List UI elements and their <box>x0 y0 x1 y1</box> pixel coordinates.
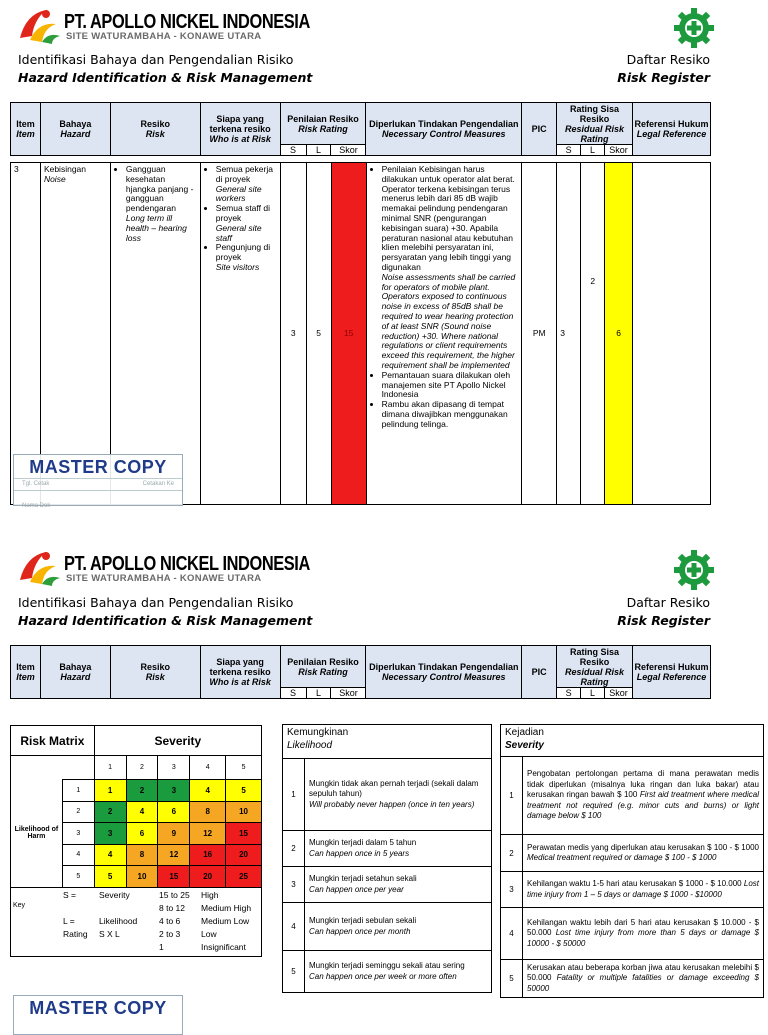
level-text <box>523 835 764 872</box>
severity-row <box>501 960 764 998</box>
key-text: S X L <box>99 929 120 939</box>
severity-col: 1 <box>94 756 126 780</box>
key-text: Severity <box>99 890 130 900</box>
level-description-en: Can happen once per week or more often <box>309 971 457 981</box>
register-title-en: Risk Register <box>617 70 710 85</box>
level-description-en: Can happen once per month <box>309 926 411 936</box>
level-text <box>523 872 764 908</box>
level-description: Mungkin tidak akan pernah terjadi (sekali dalam sepuluh tahun) <box>309 778 479 799</box>
site-name: SITE WATURAMBAHA - KONAWE UTARA <box>66 572 262 584</box>
hazard-en: Noise <box>43 173 66 184</box>
col-hazard: Bahaya <box>59 662 92 672</box>
col-l: L <box>306 688 331 699</box>
key-text: High <box>201 890 219 900</box>
matrix-cell: 6 <box>158 801 190 823</box>
col-risk-en: Risk <box>145 129 165 139</box>
level-text <box>523 908 764 960</box>
likelihood-row <box>283 759 492 831</box>
severity-col: 2 <box>126 756 158 780</box>
level-text <box>305 831 492 867</box>
severity-title: Kejadian <box>505 727 544 738</box>
likelihood-row-label: 3 <box>62 823 94 845</box>
level-number: 2 <box>501 835 523 872</box>
key-text: Medium High <box>201 903 252 913</box>
safety-gear-icon <box>672 6 716 50</box>
col-risk-rating-en: Risk Rating <box>298 123 348 134</box>
measure-id: Rambu akan dipasang di tempat dimana diwajibkan menggunakan pelindung telinga. <box>381 399 508 429</box>
key-text: Insignificant <box>201 942 246 952</box>
severity-col: 5 <box>226 756 262 780</box>
col-risk-rating: Penilaian Resiko <box>287 656 359 667</box>
key-text: 8 to 12 <box>159 903 185 913</box>
col-measures-en: Necessary Control Measures <box>382 672 506 682</box>
level-description-en: Lost time injury from more than 5 days or damage $ 10000 - $ 50000 <box>527 928 759 948</box>
col-legal: Referensi Hukum <box>634 662 709 672</box>
col-measures: Diperlukan Tindakan Pengendalian <box>369 119 519 129</box>
level-number: 5 <box>501 960 523 998</box>
col-hazard-en: Hazard <box>60 672 91 682</box>
likelihood-table <box>282 724 492 993</box>
who-item-en: General site staff <box>215 222 262 243</box>
matrix-cell: 20 <box>190 866 226 888</box>
col-residual-en: Residual Risk Rating <box>565 666 625 687</box>
key-line <box>63 942 263 955</box>
col-risk-rating: Penilaian Resiko <box>287 113 359 124</box>
col-hazard: Bahaya <box>59 119 92 129</box>
matrix-cell: 3 <box>94 823 126 845</box>
level-number: 2 <box>283 831 305 867</box>
key-text <box>63 903 99 916</box>
site-name: SITE WATURAMBAHA - KONAWE UTARA <box>66 30 262 42</box>
master-copy-stamp <box>13 995 183 1035</box>
col-s: S <box>280 145 306 156</box>
level-number: 3 <box>283 867 305 903</box>
key-line <box>63 929 263 942</box>
company-logo <box>16 548 364 588</box>
stamp-date: Tgl. Cetak <box>22 481 50 487</box>
matrix-cell: 6 <box>126 823 158 845</box>
col-s: S <box>280 688 306 699</box>
level-text <box>523 757 764 835</box>
level-text <box>305 867 492 903</box>
col-skor: Skor <box>331 145 366 156</box>
severity-row <box>501 757 764 835</box>
col-measures: Diperlukan Tindakan Pengendalian <box>369 662 519 672</box>
who-item-id: Semua staff di proyek <box>215 203 270 223</box>
safety-gear-icon <box>672 548 716 592</box>
matrix-cell: 5 <box>226 780 262 802</box>
severity-row <box>501 872 764 908</box>
doc-title-en: Hazard Identification & Risk Management <box>18 613 313 628</box>
likelihood-row <box>283 831 492 867</box>
col-res-skor: Skor <box>605 688 633 699</box>
matrix-cell: 8 <box>126 844 158 866</box>
matrix-cell: 4 <box>94 844 126 866</box>
col-risk: Resiko <box>140 119 171 129</box>
col-res-skor: Skor <box>605 145 633 156</box>
row-l: 5 <box>306 163 331 505</box>
doc-title-en: Hazard Identification & Risk Management <box>18 70 313 85</box>
level-text <box>305 759 492 831</box>
level-description-en: Fatality or multiple fatalities or damage exceeding $ 50000 <box>527 973 759 993</box>
matrix-cell: 8 <box>190 801 226 823</box>
col-item: Item <box>16 119 35 129</box>
stamp-print-count: Cetakan Ke <box>142 481 174 487</box>
key-line <box>63 916 263 929</box>
row-measures <box>366 163 522 505</box>
matrix-cell: 12 <box>158 844 190 866</box>
who-item-en: Site visitors <box>215 261 260 272</box>
level-description-en: Can happen once in 5 years <box>309 848 410 858</box>
col-who: Siapa yang terkena resiko <box>209 114 271 134</box>
key-text: Medium Low <box>201 916 250 926</box>
matrix-cell: 4 <box>190 780 226 802</box>
severity-title-en: Severity <box>505 740 544 751</box>
severity-table <box>500 724 764 998</box>
register-title-id: Daftar Resiko <box>626 52 710 67</box>
severity-row <box>501 908 764 960</box>
master-copy-label: MASTER COPY <box>29 457 167 477</box>
apollo-logo-icon <box>16 6 62 46</box>
severity-heading: Severity <box>94 726 261 756</box>
measure-id: Pemantauan suara dilakukan oleh manajemen site PT Apollo Nickel Indonesia <box>381 369 511 400</box>
key-line <box>63 903 263 916</box>
master-copy-stamp <box>13 454 183 509</box>
likelihood-axis-label: Likelihood of Harm <box>11 780 63 888</box>
doc-title-id: Identifikasi Bahaya dan Pengendalian Risiko <box>18 595 294 610</box>
level-description-en: Can happen once per year <box>309 884 404 894</box>
level-description: Mungkin terjadi sebulan sekali <box>309 916 417 925</box>
level-number: 1 <box>283 759 305 831</box>
measure-en: Noise assessments shall be carried for operators of mobile plant. Operators exposed to continuous noise in excess of 85dB shall be required to wear hearing protection of at least SNR (Sound noise reduction) +30. Where national regulations or client requirements exceed this requirement, the higher requirement shall be implemented <box>381 271 516 370</box>
col-res-s: S <box>557 688 581 699</box>
matrix-cell: 25 <box>226 866 262 888</box>
col-res-l: L <box>581 145 605 156</box>
col-hazard-en: Hazard <box>60 129 91 139</box>
col-l: L <box>306 145 331 156</box>
company-logo <box>16 6 364 46</box>
row-s: 3 <box>280 163 306 505</box>
matrix-cell: 15 <box>226 823 262 845</box>
severity-col: 4 <box>190 756 226 780</box>
master-copy-label: MASTER COPY <box>29 998 167 1018</box>
col-legal-en: Legal Reference <box>636 129 707 139</box>
level-number: 5 <box>283 951 305 993</box>
col-risk: Resiko <box>140 662 171 672</box>
measure-id: Penilaian Kebisingan harus dilakukan untuk operator alat berat. Operator terkena kebisingan terus menerus lebih dari 85 dB wajib memakai pelindung pendengaran minimal SNR (pengurangan kebisingan suara) +30. Apabila peraturan nasional atau kebutuhan klien melebihi persyaratan ini, persyaratan yang lebih tinggi yang digunakan <box>381 164 515 272</box>
matrix-cell: 20 <box>226 844 262 866</box>
hazard-id: Kebisingan <box>43 164 86 174</box>
likelihood-title-en: Likelihood <box>287 740 333 751</box>
likelihood-row-label: 4 <box>62 844 94 866</box>
level-description: Kerusakan atau beberapa korban jiwa atau kerusakan melebihi $ 50.000 <box>527 962 759 983</box>
key-text <box>99 942 159 955</box>
register-column-header <box>10 102 711 156</box>
risk-key <box>10 887 262 957</box>
col-skor: Skor <box>331 688 366 699</box>
apollo-logo-icon <box>16 548 62 588</box>
col-who-en: Who is at Risk <box>209 677 271 687</box>
key-text: L = <box>63 916 75 926</box>
risk-en: Long term ill health – hearing loss <box>125 212 187 243</box>
likelihood-row-label: 5 <box>62 866 94 888</box>
risk-matrix-title: Risk Matrix <box>11 726 95 756</box>
level-description: Mungkin terjadi setahun sekali <box>309 874 417 883</box>
risk-matrix <box>10 725 262 888</box>
col-item-en: Item <box>16 672 35 682</box>
register-title-id: Daftar Resiko <box>626 595 710 610</box>
matrix-cell: 12 <box>190 823 226 845</box>
matrix-cell: 16 <box>190 844 226 866</box>
row-item: 3 <box>11 163 41 505</box>
key-text: Likelihood <box>99 916 138 926</box>
matrix-cell: 10 <box>226 801 262 823</box>
col-residual-en: Residual Risk Rating <box>565 123 625 144</box>
matrix-cell: 9 <box>158 823 190 845</box>
key-text: S = <box>63 890 76 900</box>
col-measures-en: Necessary Control Measures <box>382 129 506 139</box>
level-description-en: Will probably never happen (once in ten years) <box>309 799 475 809</box>
key-text: Low <box>201 929 217 939</box>
row-pic: PM <box>522 163 557 505</box>
level-text <box>523 960 764 998</box>
col-residual: Rating Sisa Resiko <box>570 646 620 667</box>
level-number: 3 <box>501 872 523 908</box>
matrix-cell: 5 <box>94 866 126 888</box>
level-number: 1 <box>501 757 523 835</box>
severity-col: 3 <box>158 756 190 780</box>
col-who: Siapa yang terkena resiko <box>209 657 271 677</box>
level-number: 4 <box>501 908 523 960</box>
key-text <box>63 942 99 955</box>
row-who <box>200 163 280 505</box>
severity-row <box>501 835 764 872</box>
col-pic: PIC <box>531 124 547 134</box>
level-description: Mungkin terjadi dalam 5 tahun <box>309 838 417 847</box>
matrix-cell: 1 <box>94 780 126 802</box>
matrix-cell: 3 <box>158 780 190 802</box>
row-res-l: 2 <box>581 163 605 505</box>
col-item: Item <box>16 662 35 672</box>
row-legal <box>633 163 711 505</box>
col-risk-en: Risk <box>145 672 165 682</box>
col-legal-en: Legal Reference <box>636 672 707 682</box>
level-description-en: Medical treatment required or damage $ 100 - $ 1000 <box>527 853 717 862</box>
doc-title-id: Identifikasi Bahaya dan Pengendalian Risiko <box>18 52 294 67</box>
register-column-header <box>10 645 711 699</box>
likelihood-row-label: 2 <box>62 801 94 823</box>
level-description: Pengobatan pertolongan pertama di mana perawatan medis tidak diperlukan (misalnya luka ringan dan luka bakar) atau kerusakan ringan bawah $ 100 <box>527 769 759 800</box>
col-residual: Rating Sisa Resiko <box>570 103 620 124</box>
col-res-s: S <box>557 145 581 156</box>
key-line <box>63 890 263 903</box>
likelihood-row <box>283 951 492 993</box>
level-description: Mungkin terjadi seminggu sekali atau sering <box>309 961 465 970</box>
matrix-cell: 2 <box>94 801 126 823</box>
col-risk-rating-en: Risk Rating <box>298 666 348 677</box>
row-res-s: 3 <box>557 163 581 505</box>
level-description: Kehilangan waktu 1-5 hari atau kerusakan $ 1000 - $ 10.000 <box>527 879 742 888</box>
who-item-id: Pengunjung di proyek <box>215 242 271 263</box>
col-item-en: Item <box>16 129 35 139</box>
col-pic: PIC <box>531 667 547 677</box>
who-item-id: Semua pekerja di proyek <box>215 164 273 184</box>
key-text: 1 <box>159 942 164 952</box>
level-description-en: First aid treatment where medical treatment not required (e.g. minor cuts and burns) or light damage below $ 100 <box>527 790 760 821</box>
level-description-en: Lost time injury from 1 – 5 days or damage $ 1000 - $10000 <box>527 879 759 899</box>
level-text <box>305 951 492 993</box>
key-label: Key <box>13 902 26 909</box>
matrix-cell: 15 <box>158 866 190 888</box>
company-name: PT. APOLLO NICKEL INDONESIA <box>64 10 310 33</box>
key-text <box>99 903 159 916</box>
level-number: 4 <box>283 903 305 951</box>
key-text: 4 to 6 <box>159 916 181 926</box>
company-name: PT. APOLLO NICKEL INDONESIA <box>64 552 310 575</box>
level-description: Perawatan medis yang diperlukan atau kerusakan $ 100 - $ 1000 <box>527 842 759 852</box>
row-skor: 15 <box>331 163 366 505</box>
col-legal: Referensi Hukum <box>634 119 709 129</box>
row-res-skor: 6 <box>605 163 633 505</box>
who-item-en: General site workers <box>215 183 262 204</box>
key-text: Rating <box>63 929 88 939</box>
level-text <box>305 903 492 951</box>
key-text: 15 to 25 <box>159 890 190 900</box>
likelihood-row <box>283 903 492 951</box>
likelihood-row-label: 1 <box>62 780 94 802</box>
stamp-doc-name: Nama Dok <box>22 503 51 509</box>
matrix-row <box>11 780 262 802</box>
key-text: 2 to 3 <box>159 929 181 939</box>
matrix-spacer <box>11 756 95 780</box>
matrix-cell: 10 <box>126 866 158 888</box>
col-res-l: L <box>581 688 605 699</box>
level-description: Kehilangan waktu lebih dari 5 hari atau kerusakan $ 10.000 - $ 50.000 <box>527 917 759 938</box>
matrix-cell: 2 <box>126 780 158 802</box>
risk-id: Gangguan kesehatan hjangka panjang - gangguan pendengaran <box>125 164 194 214</box>
register-title-en: Risk Register <box>617 613 710 628</box>
matrix-cell: 4 <box>126 801 158 823</box>
likelihood-title: Kemungkinan <box>287 727 349 738</box>
likelihood-row <box>283 867 492 903</box>
col-who-en: Who is at Risk <box>209 134 271 144</box>
